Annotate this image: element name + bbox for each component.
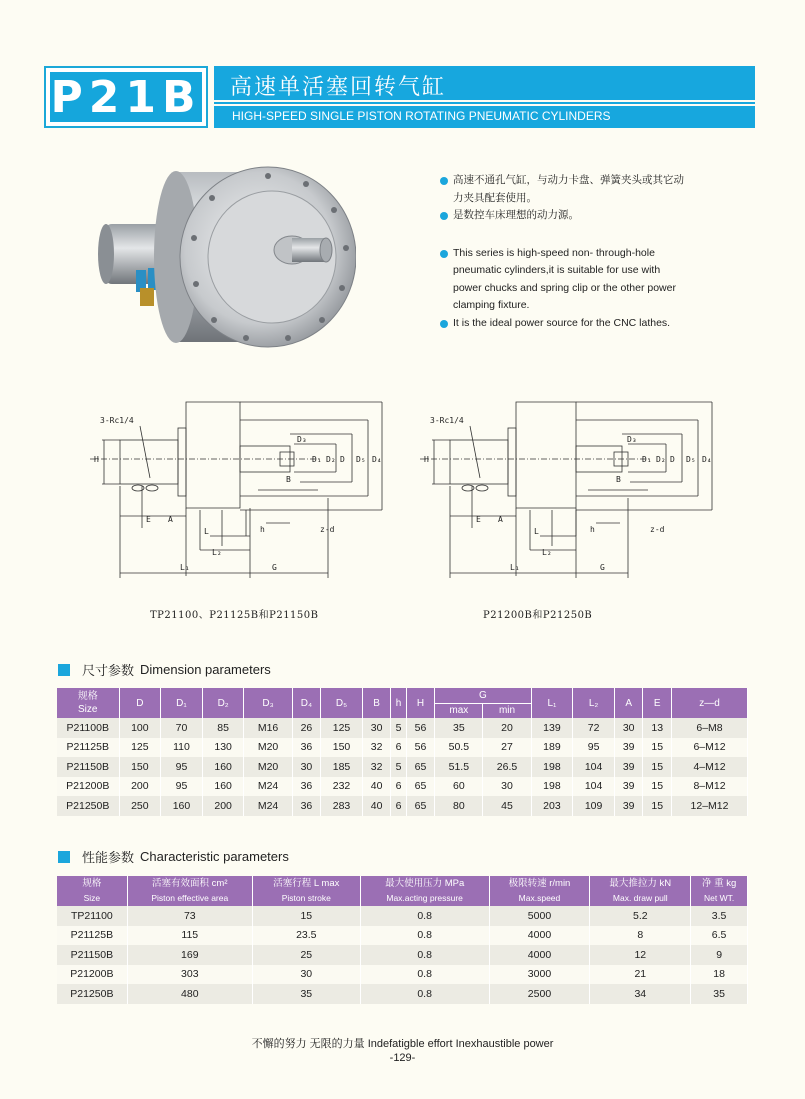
table-cell: 60 <box>435 777 483 797</box>
table-cell: 56 <box>406 718 435 738</box>
table-cell: 51.5 <box>435 757 483 777</box>
table-cell: 130 <box>202 738 244 758</box>
label-G: G <box>600 563 605 572</box>
column-header-cn: 最大推拉力 kN <box>590 876 691 891</box>
table-cell: 18 <box>691 965 748 985</box>
label-D1: D₁ <box>642 455 652 464</box>
column-header-cn: 极限转速 r/min <box>489 876 590 891</box>
table-cell: 15 <box>643 738 672 758</box>
dimension-heading <box>58 660 271 679</box>
table-cell: 0.8 <box>360 984 489 1004</box>
table-cell: 80 <box>435 796 483 816</box>
technical-drawing-left <box>90 398 400 588</box>
label-G: G <box>272 563 277 572</box>
col-h: h <box>391 688 406 718</box>
table-cell: 40 <box>362 777 391 797</box>
table-cell: 34 <box>590 984 691 1004</box>
col-D3: D₃ <box>244 688 292 718</box>
label-D5: D₅ <box>356 455 366 464</box>
col-H: H <box>406 688 435 718</box>
footer-slogan: 不懈的努力 无限的力量 Indefatigble effort Inexhaustible power <box>251 1038 554 1050</box>
table-cell: M20 <box>244 738 292 758</box>
label-zd: z-d <box>320 525 335 534</box>
table-cell: 125 <box>321 718 363 738</box>
table-cell: 23.5 <box>252 926 360 946</box>
column-header-en: Net WT. <box>691 891 748 906</box>
table-cell: 15 <box>643 796 672 816</box>
label-h: h <box>260 525 265 534</box>
label-B: B <box>286 475 291 484</box>
label-D2: D₂ <box>656 455 666 464</box>
table-cell: 35 <box>252 984 360 1004</box>
table-cell: 0.8 <box>360 945 489 965</box>
label-D3: D₃ <box>297 435 307 444</box>
table-cell: 198 <box>531 757 573 777</box>
table-cell: M20 <box>244 757 292 777</box>
label-H: H <box>424 455 429 464</box>
label-h: h <box>590 525 595 534</box>
table-cell: 5.2 <box>590 906 691 926</box>
table-cell: 25 <box>252 945 360 965</box>
label-D3: D₃ <box>627 435 637 444</box>
caption-left: TP21100、P21125B和P21150B <box>150 610 319 621</box>
table-cell: 150 <box>321 738 363 758</box>
table-cell: M24 <box>244 796 292 816</box>
table-cell: 125 <box>119 738 161 758</box>
table-cell: 5000 <box>489 906 590 926</box>
table-cell: 50.5 <box>435 738 483 758</box>
label-L2: L₂ <box>212 548 222 557</box>
table-cell: 8 <box>590 926 691 946</box>
table-cell: 3.5 <box>691 906 748 926</box>
col-D4: D₄ <box>292 688 321 718</box>
dimension-table <box>57 688 748 816</box>
table-cell: 200 <box>202 796 244 816</box>
col-G-max: max <box>435 703 483 718</box>
table-row <box>57 906 748 926</box>
col-zd: z—d <box>672 688 748 718</box>
label-E: E <box>476 515 481 524</box>
table-cell: 85 <box>202 718 244 738</box>
col-A: A <box>614 688 643 718</box>
table-cell: 26.5 <box>483 757 531 777</box>
table-cell: 15 <box>252 906 360 926</box>
desc-cn-item: 是数控车床理想的动力源。 <box>440 207 690 225</box>
label-D5: D₅ <box>686 455 696 464</box>
column-header-cn: 最大使用压力 MPa <box>360 876 489 891</box>
column-header-en: Max. draw pull <box>590 891 691 906</box>
table-cell: 100 <box>119 718 161 738</box>
table-cell: 21 <box>590 965 691 985</box>
table-cell: 30 <box>483 777 531 797</box>
table-cell: 8–M12 <box>672 777 748 797</box>
table-cell: 13 <box>643 718 672 738</box>
desc-cn-item: 高速不通孔气缸，与动力卡盘、弹簧夹头或其它动力夹具配套使用。 <box>440 172 690 207</box>
table-row <box>57 757 748 777</box>
table-cell: 95 <box>161 777 203 797</box>
column-header-cn: 活塞有效面积 cm² <box>127 876 252 891</box>
table-cell: 0.8 <box>360 906 489 926</box>
table-cell: 30 <box>252 965 360 985</box>
table-cell: 104 <box>573 757 615 777</box>
col-G-min: min <box>483 703 531 718</box>
table-cell: 480 <box>127 984 252 1004</box>
label-H: H <box>94 455 99 464</box>
col-D2: D₂ <box>202 688 244 718</box>
technical-drawing-right <box>420 398 730 588</box>
label-B: B <box>616 475 621 484</box>
label-L2: L₂ <box>542 548 552 557</box>
table-cell: 9 <box>691 945 748 965</box>
table-cell: P21150B <box>57 945 127 965</box>
caption-right: P21200B和P21250B <box>483 610 593 621</box>
table-cell: 32 <box>362 757 391 777</box>
table-row <box>57 718 748 738</box>
table-cell: P21100B <box>57 718 119 738</box>
table-cell: 39 <box>614 777 643 797</box>
col-L2: L₂ <box>573 688 615 718</box>
table-cell: 160 <box>202 757 244 777</box>
description <box>440 172 690 332</box>
characteristic-heading <box>58 847 289 866</box>
col-D: D <box>119 688 161 718</box>
title-divider <box>214 102 755 104</box>
table-cell: 65 <box>406 796 435 816</box>
table-cell: 2500 <box>489 984 590 1004</box>
column-header-en: Max.acting pressure <box>360 891 489 906</box>
table-cell: 250 <box>119 796 161 816</box>
table-cell: 56 <box>406 738 435 758</box>
column-header-en: Piston effective area <box>127 891 252 906</box>
table-cell: 6–M12 <box>672 738 748 758</box>
table-row <box>57 945 748 965</box>
column-header-en: Size <box>57 891 127 906</box>
label-D4: D₄ <box>372 455 382 464</box>
table-row <box>57 738 748 758</box>
table-cell: 65 <box>406 757 435 777</box>
col-size: 规格 Size <box>57 688 119 718</box>
table-cell: 12–M12 <box>672 796 748 816</box>
table-cell: 6 <box>391 777 406 797</box>
characteristic-heading-cn: 性能参数 <box>82 850 135 865</box>
table-row <box>57 965 748 985</box>
dimension-heading-en: Dimension parameters <box>140 662 271 677</box>
table-cell: 20 <box>483 718 531 738</box>
product-code: P21B <box>50 71 202 123</box>
label-A: A <box>498 515 503 524</box>
table-cell: 203 <box>531 796 573 816</box>
table-cell: 150 <box>119 757 161 777</box>
table-cell: 4–M12 <box>672 757 748 777</box>
table-cell: 73 <box>127 906 252 926</box>
table-cell: P21200B <box>57 965 127 985</box>
table-cell: 27 <box>483 738 531 758</box>
table-cell: 35 <box>435 718 483 738</box>
table-cell: 160 <box>161 796 203 816</box>
table-cell: 139 <box>531 718 573 738</box>
heading-square-icon <box>58 851 70 863</box>
table-cell: 26 <box>292 718 321 738</box>
table-cell: 36 <box>292 738 321 758</box>
desc-en-item: It is the ideal power source for the CNC lathes. <box>440 315 690 333</box>
table-cell: 36 <box>292 796 321 816</box>
table-cell: 6 <box>391 796 406 816</box>
table-cell: 3000 <box>489 965 590 985</box>
table-cell: 6.5 <box>691 926 748 946</box>
table-cell: 30 <box>292 757 321 777</box>
table-cell: TP21100 <box>57 906 127 926</box>
title-en: HIGH-SPEED SINGLE PISTON ROTATING PNEUMATIC CYLINDERS <box>232 109 611 123</box>
table-cell: 36 <box>292 777 321 797</box>
label-port: 3-Rc1/4 <box>100 416 134 425</box>
label-D: D <box>340 455 345 464</box>
product-code-box <box>44 66 208 128</box>
col-B: B <box>362 688 391 718</box>
characteristic-table <box>57 876 748 1004</box>
col-G: G <box>435 688 531 703</box>
table-cell: M16 <box>244 718 292 738</box>
table-cell: 189 <box>531 738 573 758</box>
table-cell: 160 <box>202 777 244 797</box>
table-cell: 95 <box>573 738 615 758</box>
table-cell: 40 <box>362 796 391 816</box>
column-header-en: Max.speed <box>489 891 590 906</box>
label-L1: L₁ <box>180 563 190 572</box>
table-cell: 32 <box>362 738 391 758</box>
table-cell: 169 <box>127 945 252 965</box>
col-L1: L₁ <box>531 688 573 718</box>
table-row <box>57 796 748 816</box>
table-row <box>57 926 748 946</box>
table-cell: 30 <box>362 718 391 738</box>
table-cell: 12 <box>590 945 691 965</box>
table-cell: 0.8 <box>360 926 489 946</box>
table-cell: 198 <box>531 777 573 797</box>
table-cell: 72 <box>573 718 615 738</box>
column-header-en: Piston stroke <box>252 891 360 906</box>
table-cell: 185 <box>321 757 363 777</box>
table-cell: P21125B <box>57 738 119 758</box>
table-cell: 15 <box>643 757 672 777</box>
table-cell: 104 <box>573 777 615 797</box>
table-cell: P21250B <box>57 796 119 816</box>
table-cell: P21125B <box>57 926 127 946</box>
table-cell: 65 <box>406 777 435 797</box>
table-cell: 110 <box>161 738 203 758</box>
table-cell: P21250B <box>57 984 127 1004</box>
table-cell: 109 <box>573 796 615 816</box>
table-cell: 15 <box>643 777 672 797</box>
table-row <box>57 777 748 797</box>
title-cn: 高速单活塞回转气缸 <box>230 75 447 100</box>
table-cell: P21150B <box>57 757 119 777</box>
label-A: A <box>168 515 173 524</box>
table-cell: 45 <box>483 796 531 816</box>
col-E: E <box>643 688 672 718</box>
label-D4: D₄ <box>702 455 712 464</box>
col-D1: D₁ <box>161 688 203 718</box>
table-cell: 200 <box>119 777 161 797</box>
table-cell: 95 <box>161 757 203 777</box>
table-cell: 35 <box>691 984 748 1004</box>
table-cell: M24 <box>244 777 292 797</box>
column-header-cn: 规格 <box>57 876 127 891</box>
label-L1: L₁ <box>510 563 520 572</box>
table-cell: 232 <box>321 777 363 797</box>
label-D2: D₂ <box>326 455 336 464</box>
table-cell: 5 <box>391 757 406 777</box>
table-cell: 115 <box>127 926 252 946</box>
characteristic-heading-en: Characteristic parameters <box>140 849 289 864</box>
column-header-cn: 活塞行程 L max <box>252 876 360 891</box>
table-cell: 70 <box>161 718 203 738</box>
table-cell: 303 <box>127 965 252 985</box>
col-D5: D₅ <box>321 688 363 718</box>
table-cell: 39 <box>614 796 643 816</box>
table-cell: 6–M8 <box>672 718 748 738</box>
column-header-cn: 净 重 kg <box>691 876 748 891</box>
label-L: L <box>534 527 539 536</box>
label-E: E <box>146 515 151 524</box>
label-zd: z-d <box>650 525 665 534</box>
label-port: 3-Rc1/4 <box>430 416 464 425</box>
heading-square-icon <box>58 664 70 676</box>
label-D1: D₁ <box>312 455 322 464</box>
table-cell: 0.8 <box>360 965 489 985</box>
table-cell: 283 <box>321 796 363 816</box>
label-D: D <box>670 455 675 464</box>
page-number: -129- <box>389 1052 416 1064</box>
table-cell: 6 <box>391 738 406 758</box>
table-row <box>57 984 748 1004</box>
table-cell: 4000 <box>489 926 590 946</box>
table-cell: 4000 <box>489 945 590 965</box>
desc-en-item: This series is high-speed non- through-hole pneumatic cylinders,it is suitable for use with power chucks and spring clip or the other power clamping fixture. <box>440 245 690 315</box>
dimension-heading-cn: 尺寸参数 <box>82 663 135 678</box>
table-cell: P21200B <box>57 777 119 797</box>
table-cell: 5 <box>391 718 406 738</box>
table-cell: 39 <box>614 738 643 758</box>
table-cell: 39 <box>614 757 643 777</box>
product-image <box>96 152 356 362</box>
label-L: L <box>204 527 209 536</box>
table-cell: 30 <box>614 718 643 738</box>
